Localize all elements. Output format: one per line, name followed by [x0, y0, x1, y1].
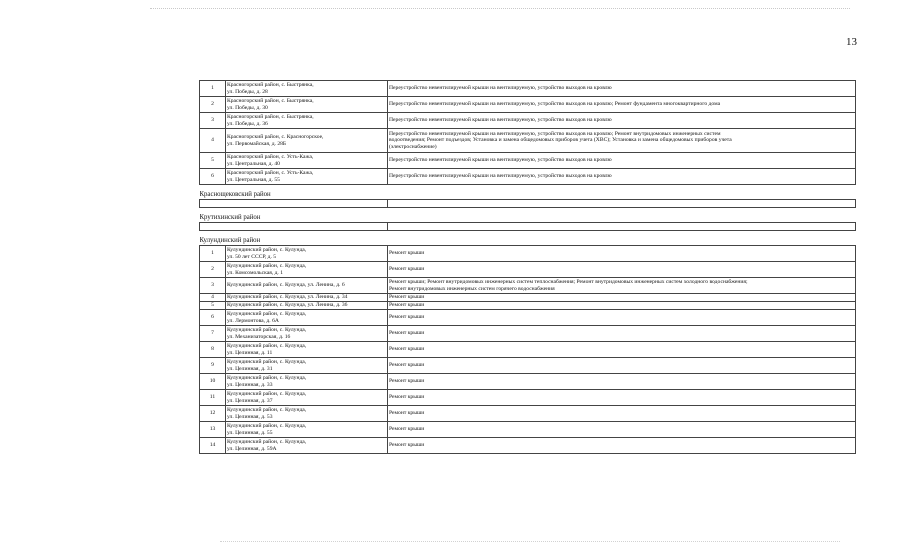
table-row — [200, 342, 856, 358]
row-works: Ремонт крыши — [388, 422, 856, 438]
page-number: 13 — [846, 36, 857, 48]
row-number: 4 — [200, 129, 226, 153]
row-number: 12 — [200, 406, 226, 422]
table-row — [200, 422, 856, 438]
row-works: Ремонт крыши — [388, 406, 856, 422]
section-header-row — [200, 231, 856, 246]
table-row — [200, 326, 856, 342]
section-header-row — [200, 208, 856, 223]
row-works: Переустройство невентилируемой крыши на вентилируемую, устройство выходов на кровлю; Ремонт фундамента многоквартирного дома — [388, 97, 856, 113]
table-row — [200, 169, 856, 185]
table-row — [200, 374, 856, 390]
row-number: 11 — [200, 390, 226, 406]
row-works: Ремонт крыши — [388, 310, 856, 326]
row-address: Кулундинский район, с. Кулунда, ул. Лермонтова, д. 6А — [226, 310, 388, 326]
row-address: Кулундинский район, с. Кулунда, ул. Целинная, д. 11 — [226, 342, 388, 358]
table-row — [200, 358, 856, 374]
row-address: Кулундинский район, с. Кулунда, ул. 50 лет СССР, д. 5 — [226, 246, 388, 262]
row-address: Кулундинский район, с. Кулунда, ул. Целинная, д. 59А — [226, 438, 388, 454]
row-number: 6 — [200, 169, 226, 185]
scan-artifact-top — [150, 8, 850, 9]
table-row — [200, 262, 856, 278]
row-number: 2 — [200, 97, 226, 113]
row-address: Кулундинский район, с. Кулунда, ул. Ленина, д. 6 — [226, 278, 388, 294]
row-number: 5 — [200, 302, 226, 310]
row-number: 13 — [200, 422, 226, 438]
row-number: 1 — [200, 81, 226, 97]
row-works: Переустройство невентилируемой крыши на вентилируемую, устройство выходов на кровлю; Ремонт внутридомовых инженерных систем водоотведения; Ремонт подъездов; Установка и замена общедомовых приборов учета (ХВС); Установка и замена общедомовых приборов учета (электроснабжение) — [388, 129, 856, 153]
row-works: Ремонт крыши — [388, 358, 856, 374]
row-address: Кулундинский район, с. Кулунда, ул. Целинная, д. 55 — [226, 422, 388, 438]
empty-row — [200, 223, 856, 231]
row-address: Кулундинский район, с. Кулунда, ул. Ленина, д. 34 — [226, 294, 388, 302]
row-address: Кулундинский район, с. Кулунда, ул. Ленина, д. 36 — [226, 302, 388, 310]
section-title-krutikhinsky: Крутихинский район — [199, 214, 261, 221]
table-row — [200, 278, 856, 294]
table-row — [200, 310, 856, 326]
row-number: 10 — [200, 374, 226, 390]
row-address: Красногорский район, с. Быстрянка, ул. Победы, д. 30 — [226, 97, 388, 113]
table-row — [200, 406, 856, 422]
row-number: 2 — [200, 262, 226, 278]
row-works: Ремонт крыши — [388, 294, 856, 302]
row-works: Переустройство невентилируемой крыши на вентилируемую, устройство выходов на кровлю — [388, 153, 856, 169]
empty-cell — [200, 223, 388, 231]
row-works: Ремонт крыши — [388, 246, 856, 262]
row-address: Кулундинский район, с. Кулунда, ул. Целинная, д. 37 — [226, 390, 388, 406]
empty-cell — [200, 200, 388, 208]
table-row — [200, 129, 856, 153]
row-address: Красногорский район, с. Быстрянка, ул. Победы, д. 36 — [226, 113, 388, 129]
row-number: 8 — [200, 342, 226, 358]
table-row — [200, 246, 856, 262]
row-works: Переустройство невентилируемой крыши на вентилируемую, устройство выходов на кровлю — [388, 81, 856, 97]
row-works: Ремонт крыши — [388, 438, 856, 454]
table-row — [200, 390, 856, 406]
table-row — [200, 113, 856, 129]
row-address: Кулундинский район, с. Кулунда, ул. Целинная, д. 53 — [226, 406, 388, 422]
table-row — [200, 153, 856, 169]
table-row — [200, 294, 856, 302]
row-works: Переустройство невентилируемой крыши на вентилируемую, устройство выходов на кровлю — [388, 113, 856, 129]
table-row — [200, 81, 856, 97]
table-row — [200, 302, 856, 310]
row-number: 1 — [200, 246, 226, 262]
row-address: Кулундинский район, с. Кулунда, ул. Целинная, д. 31 — [226, 358, 388, 374]
row-number: 5 — [200, 153, 226, 169]
table-row — [200, 438, 856, 454]
works-table-container — [199, 80, 855, 454]
row-number: 7 — [200, 326, 226, 342]
row-works: Переустройство невентилируемой крыши на вентилируемую, устройство выходов на кровлю — [388, 169, 856, 185]
section-title-kulundinsky: Кулундинский район — [199, 237, 261, 244]
row-works: Ремонт крыши — [388, 326, 856, 342]
row-number: 14 — [200, 438, 226, 454]
row-works: Ремонт крыши — [388, 390, 856, 406]
row-address: Красногорский район, с. Красногорское, ул. Первомайская, д. 28Б — [226, 129, 388, 153]
table-row — [200, 97, 856, 113]
row-works: Ремонт крыши — [388, 262, 856, 278]
row-works: Ремонт крыши — [388, 342, 856, 358]
row-address: Красногорский район, с. Усть-Кажа, ул. Центральная, д. 40 — [226, 153, 388, 169]
works-table — [199, 80, 856, 454]
row-number: 6 — [200, 310, 226, 326]
row-works: Ремонт крыши — [388, 302, 856, 310]
row-address: Кулундинский район, с. Кулунда, ул. Механизаторская, д. 16 — [226, 326, 388, 342]
row-works: Ремонт крыши; Ремонт внутридомовых инженерных систем теплоснабжения; Ремонт внутридомовых инженерных систем холодного водоснабжения; Ремонт внутридомовых инженерных систем горячего водоснабжения — [388, 278, 856, 294]
empty-cell — [388, 200, 856, 208]
section-header-row — [200, 185, 856, 200]
row-number: 3 — [200, 113, 226, 129]
section-title-krasnoshchekovsky: Краснощековский район — [199, 191, 271, 198]
row-number: 4 — [200, 294, 226, 302]
row-works: Ремонт крыши — [388, 374, 856, 390]
empty-cell — [388, 223, 856, 231]
row-address: Красногорский район, с. Усть-Кажа, ул. Центральная, д. 55 — [226, 169, 388, 185]
row-address: Кулундинский район, с. Кулунда, ул. Целинная, д. 33 — [226, 374, 388, 390]
row-number: 3 — [200, 278, 226, 294]
scan-artifact-bottom — [220, 541, 840, 542]
row-address: Кулундинский район, с. Кулунда, ул. Комсомольская, д. 1 — [226, 262, 388, 278]
empty-row — [200, 200, 856, 208]
row-number: 9 — [200, 358, 226, 374]
row-address: Красногорский район, с. Быстрянка, ул. Победы, д. 28 — [226, 81, 388, 97]
